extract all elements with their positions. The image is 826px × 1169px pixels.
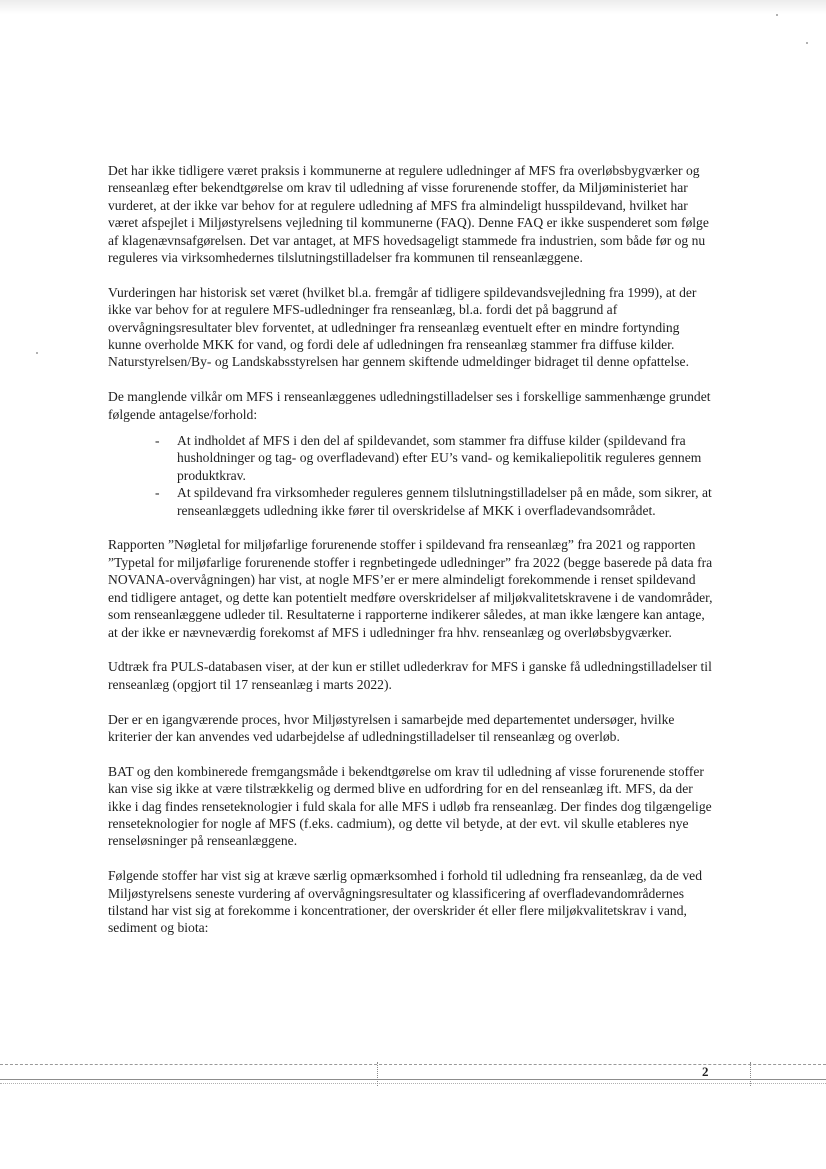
paragraph-puls: Udtræk fra PULS-databasen viser, at der kun er stillet udlederkrav for MFS i ganske få udledningstilladelser til renseanlæg (opgjort til 17 renseanlæg i marts 2022). (108, 659, 712, 692)
list-item (155, 484, 714, 519)
paragraph-stoffer: Følgende stoffer har vist sig at kræve særlig opmærksomhed i forhold til udledning fra renseanlæg, da de ved Miljøstyrelsens seneste vurdering af overvågningsresultater og klassificering af overfladevandområdernes tilstand har vist sig at forekomme i koncentrationer, der overskrider ét eller flere miljøkvalitetskrav i vand, sediment og biota: (108, 868, 702, 936)
bullet-list (108, 432, 714, 519)
footer-rule (0, 1083, 826, 1084)
paragraph-praksis: Det har ikke tidligere været praksis i kommunerne at regulere udledninger af MFS fra overløbsbygværker og renseanlæg efter bekendtgørelse om krav til udledning af visse forurenende stoffer, da Miljøministeriet har vurderet, at der ikke var behov for at regulere udledning af MFS fra almindeligt husspildevand, hvilket har været afspejlet i Miljøstyrelsens vejledning til kommunerne (FAQ). Denne FAQ er ikke suspenderet som følge af klagenævnsafgørelsen. Det var antaget, at MFS hovedsageligt stammede fra industrien, som både før og nu reguleres via virksomhedernes tilslutningstilladelser fra kommunen til renseanlæggene. (108, 163, 709, 266)
paragraph-vurdering: Vurderingen har historisk set været (hvilket bl.a. fremgår af tidligere spildevandsvejledning fra 1999), at der ikke var behov for at regulere MFS-udledninger fra renseanlæg, bl.a. fordi det på baggrund af overvågningsresultater blev forventet, at udledninger fra renseanlæg eventuelt efter en mindre fortynding kunne overholde MKK for vand, og fordi dele af udledningen fra renseanlæg stammer fra diffuse kilder. Naturstyrelsen/By- og Landskabsstyrelsen har gennem skiftende udmeldinger bidraget til denne opfattelse. (108, 284, 697, 370)
document-body (108, 162, 714, 954)
list-item (155, 432, 714, 484)
scan-speck (806, 42, 808, 44)
scan-tick (750, 1062, 752, 1086)
paragraph-bat: BAT og den kombinerede fremgangsmåde i bekendtgørelse om krav til udledning af visse forurenende stoffer kan vise sig ikke at være tilstrækkelig og dermed blive en udfordring for en del renseanlæg ift. MFS, da der ikke i dag findes renseteknologier i fuld skala for alle MFS i udløb fra renseanlæg. Der findes dog tilgængelige renseteknologier for nogle af MFS (f.eks. cadmium), og dette vil betyde, at der evt. vil skulle etableres nye renseløsninger på renseanlæggene. (108, 763, 712, 849)
list-item-text: At spildevand fra virksomheder reguleres gennem tilslutningstilladelser på en måde, som sikrer, at renseanlæggets udledning ikke fører til overskridelse af MKK i overfladevandsområdet. (177, 485, 712, 518)
bullet-dash: - (155, 433, 160, 449)
scan-speck (36, 352, 38, 354)
scan-tick (377, 1062, 379, 1086)
scan-top-shadow (0, 0, 826, 14)
page-number: 2 (702, 1064, 709, 1079)
bullet-dash: - (155, 485, 160, 501)
paragraph-rapporten: Rapporten ”Nøgletal for miljøfarlige forurenende stoffer i spildevand fra renseanlæg” fra 2021 og rapporten ”Typetal for miljøfarlige forurenende stoffer i regnbetingede udledninger” fra 2022 (begge baserede på data fra NOVANA-overvågningen) har vist, at nogle MFS’er er mere almindeligt forekommende i renset spildevand end tidligere antaget, og dette kan potentielt medføre overskridelser af miljøkvalitetskravene i de vandområder, som renseanlæggene udleder til. Resultaterne i rapporterne indikerer således, at man ikke længere kan antage, at der ikke er nævneværdig forekomst af MFS i udledninger fra hhv. renseanlæg og overløbsbygværker. (108, 537, 713, 640)
list-item-text: At indholdet af MFS i den del af spildevandet, som stammer fra diffuse kilder (spildevand fra husholdninger og tag- og overfladevand) efter EU’s vand- og kemikaliepolitik reguleres gennem produktkrav. (177, 433, 702, 483)
scan-speck (776, 14, 778, 16)
paragraph-manglende-vilkaar: De manglende vilkår om MFS i renseanlæggenes udledningstilladelser ses i forskellige sammenhænge grundet følgende antagelse/forhold: (108, 389, 711, 422)
paragraph-proces: Der er en igangværende proces, hvor Miljøstyrelsen i samarbejde med departementet undersøger, hvilke kriterier der kan anvendes ved udarbejdelse af udledningstilladelser til renseanlæg og overløb. (108, 711, 675, 744)
